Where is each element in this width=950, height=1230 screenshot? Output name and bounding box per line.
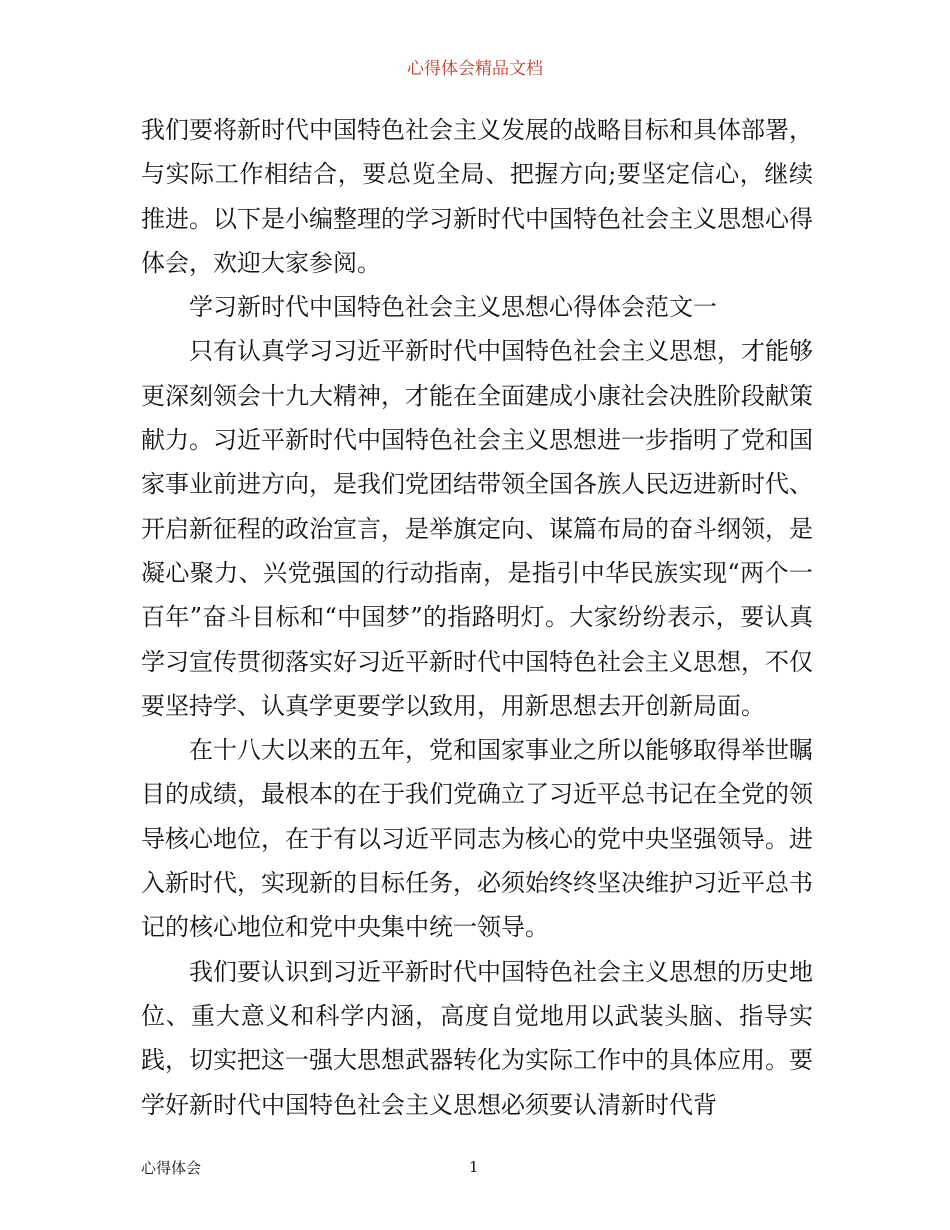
intro-paragraph: 我们要将新时代中国特色社会主义发展的战略目标和具体部署，与实际工作相结合，要总览全局、把握方向;要坚定信心，继续推进。以下是小编整理的学习新时代中国特色社会主义思想心得体会，欢迎大家参阅。 <box>141 116 813 277</box>
body-paragraph-2: 在十八大以来的五年，党和国家事业之所以能够取得举世瞩目的成绩，最根本的在于我们党确立了习近平总书记在全党的领导核心地位，在于有以习近平同志为核心的党中央坚强领导。进入新时代，实现新的目标任务，必须始终终坚决维护习近平总书记的核心地位和党中央集中统一领导。 <box>141 736 813 942</box>
section-heading: 学习新时代中国特色社会主义思想心得体会范文一 <box>189 293 717 322</box>
footer-label: 心得体会 <box>141 1159 202 1177</box>
body-paragraph-1: 只有认真学习习近平新时代中国特色社会主义思想，才能够更深刻领会十九大精神，才能在全面建成小康社会决胜阶段献策献力。习近平新时代中国特色社会主义思想进一步指明了党和国家事业前进方向，是我们党团结带领全国各族人民迈进新时代、开启新征程的政治宣言，是举旗定向、谋篇布局的奋斗纲领，是凝心聚力、兴党强国的行动指南，是指引中华民族实现“两个一百年”奋斗目标和“中国梦”的指路明灯。大家纷纷表示，要认真学习宣传贯彻落实好习近平新时代中国特色社会主义思想，不仅要坚持学、认真学更要学以致用，用新思想去开创新局面。 <box>141 337 813 720</box>
document-body <box>141 108 813 1127</box>
document-header-title: 心得体会精品文档 <box>407 59 543 79</box>
body-paragraph-3: 我们要认识到习近平新时代中国特色社会主义思想的历史地位、重大意义和科学内涵，高度自觉地用以武装头脑、指导实践，切实把这一强大思想武器转化为实际工作中的具体应用。要学好新时代中国特色社会主义思想必须要认清新时代背 <box>141 957 813 1119</box>
page-number: 1 <box>469 1158 479 1176</box>
